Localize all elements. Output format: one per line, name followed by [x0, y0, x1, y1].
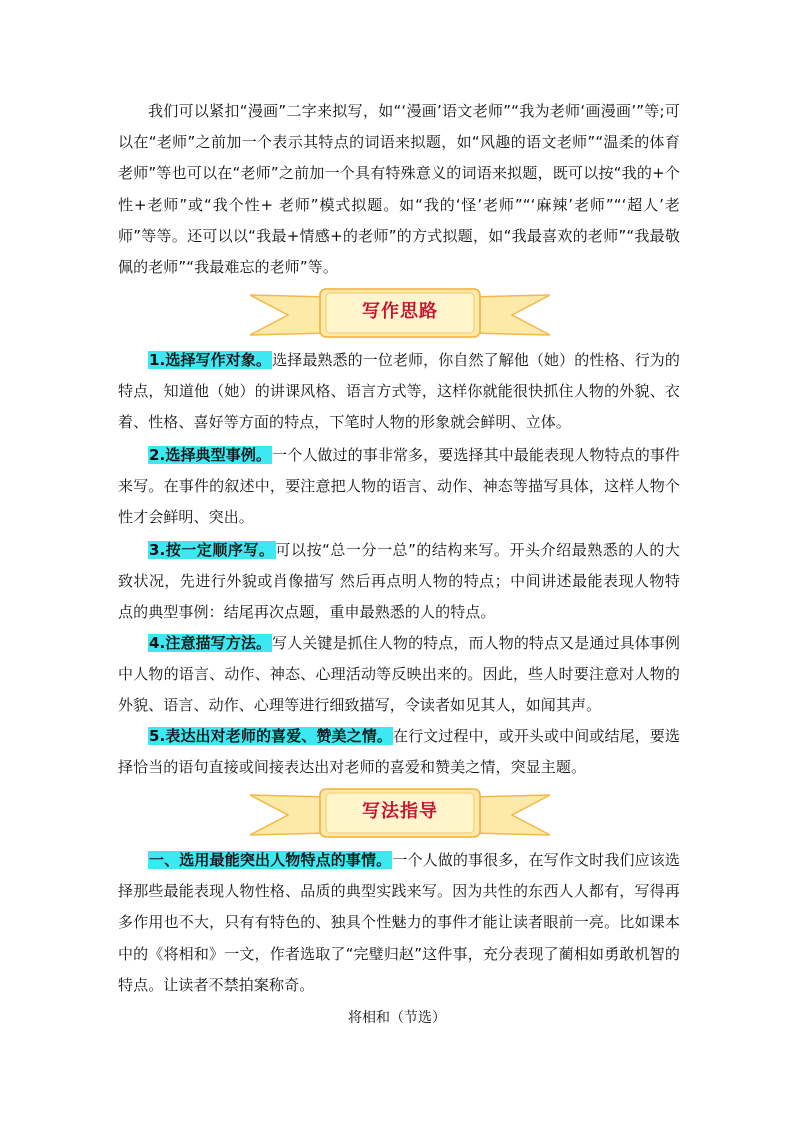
item-label: 2.选择典型事例。 — [149, 446, 272, 464]
excerpt-caption: 将相和（节选） — [348, 1010, 446, 1026]
list-item — [118, 440, 680, 534]
item-text: 一个人做的事很多，在写作文时我们应该选择那些最能表现人物性格、品质的典型实践来写。因为共性的东西人人都有，写得再多作用也不大，只有有特色的、独具个性魅力的事件才能让读者眼前一亮。比如课本中的《将相和》一文，作者选取了“完璧归赵”这件事，充分表现了蔺相如勇敢机智的特点。让读者不禁拍案称奇。 — [118, 851, 681, 994]
intro-paragraph — [118, 96, 680, 283]
item-text: 写人关键是抓住人物的特点，而人物的特点又是通过具体事例中人物的语言、动作、神态、心理活动等反映出来的。因此，些人时要注意对人物的外貌、语言、动作、心理等进行细致描写，令读者如见其人，如闻其声。 — [118, 634, 681, 715]
section-banner-writing-guidance — [250, 783, 550, 845]
item-label: 4.注意描写方法。 — [149, 634, 272, 652]
item-text: 一个人做过的事非常多，要选择其中最能表现人物特点的事件来写。在事件的叙述中，要注意把人物的语言、动作、神态等描写具体，这样人物个性才会鲜明、突出。 — [118, 446, 681, 527]
intro-text: 我们可以紧扣“漫画”二字来拟写，如“‘漫画’语文老师”“我为老师‘画漫画’”等;可以在“老师”之前加一个表示其特点的词语来拟题，如“风趣的语文老师”“温柔的体育老师”等也可以在“老师”之前加一个具有特殊意义的词语来拟题，既可以按“我的+个性+老师”或“我个性+ 老师”模式拟题。如“我的‘怪’老师”“‘麻辣’老师”“‘超人’老师”等等。还可以以“我最+情感+的老师”的方式拟题，如“我最喜欢的老师”“我最敬佩的老师”“我最难忘的老师”等。 — [118, 102, 680, 277]
section-title: 写作思路 — [362, 301, 438, 322]
section-title: 写法指导 — [362, 801, 438, 822]
list-item — [118, 721, 680, 783]
list-item — [118, 845, 680, 1001]
list-item — [118, 628, 680, 722]
item-text: 可以按“总一分一总”的结构来写。开头介绍最熟悉的人的大致状况，先进行外貌或肖像描写 然后再点明人物的特点；中间讲述最能表现人物特点的典型事例：结尾再次点题，重申最熟悉的人的特点。 — [118, 541, 680, 622]
item-label: 5.表达出对老师的喜爱、赞美之情。 — [149, 727, 392, 745]
item-text: 在行文过程中，或开头或中间或结尾，要选择恰当的语句直接或间接表达出对老师的喜爱和赞美之情，突显主题。 — [118, 727, 681, 777]
section-banner-writing-ideas — [250, 283, 550, 345]
item-text: 选择最熟悉的一位老师，你自然了解他（她）的性格、行为的特点，知道他（她）的讲课风格、语言方式等，这样你就能很快抓住人物的外貌、衣着、性格、喜好等方面的特点，下笔时人物的形象就会鲜明、立体。 — [118, 351, 681, 432]
item-label: 一、选用最能突出人物特点的事情。 — [149, 851, 392, 869]
item-label: 3.按一定顺序写。 — [149, 541, 275, 559]
list-item — [118, 535, 680, 629]
item-label: 1.选择写作对象。 — [149, 351, 272, 369]
list-item — [118, 345, 680, 439]
